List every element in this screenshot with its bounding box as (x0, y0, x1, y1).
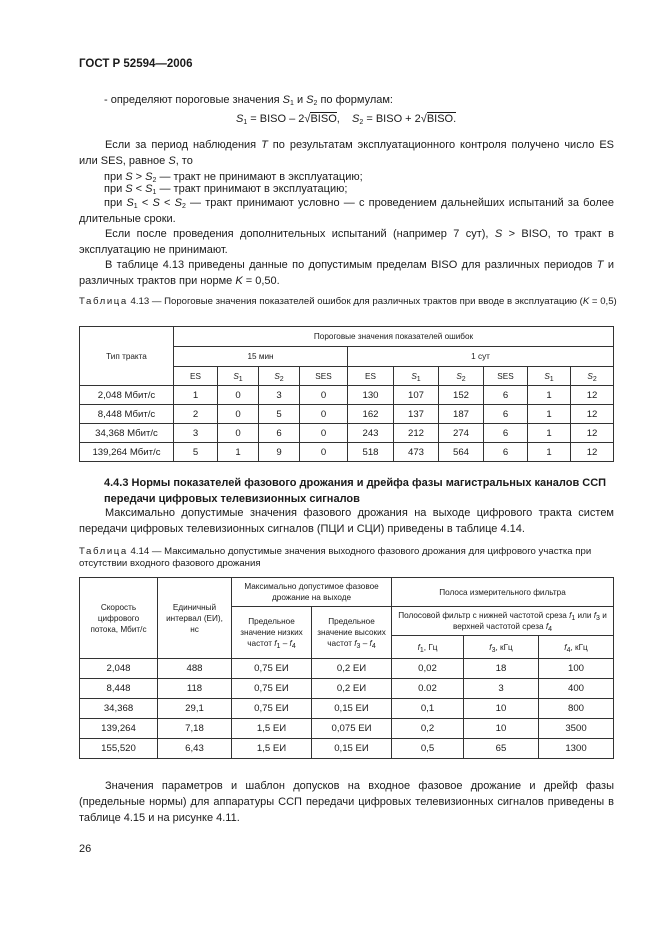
table-cell: 6 (484, 424, 528, 443)
header-low-freq: Предельное значение низких частот $f_1 - f_4$ (232, 607, 312, 659)
table-cell: 0.02 (392, 679, 464, 699)
table-cell: 12 (571, 443, 614, 462)
table-cell: 1,5 ЕИ (232, 719, 312, 739)
table-cell: 2,048 (80, 659, 158, 679)
header-filter-desc: Полосовой фильтр с нижней частотой среза $f_1$ или $f_3$ и верхней частотой среза $f_4$ (392, 607, 614, 636)
paragraph-thresholds: - определяют пороговые значения $S_1$ и $S_2$ по формулам: (104, 94, 393, 107)
table-cell: 1 (528, 443, 571, 462)
header-1day: 1 сут (348, 347, 614, 367)
page-number: 26 (79, 843, 92, 855)
header-speed: Скорость цифрового потока, Мбит/с (80, 578, 158, 659)
subheader: $S_2$ (259, 367, 300, 386)
table-cell: 473 (394, 443, 439, 462)
table-cell: 34,368 Мбит/с (80, 424, 174, 443)
header-f1: $f_1$, Гц (392, 636, 464, 659)
table-cell: 0,75 ЕИ (232, 679, 312, 699)
table-4-14 (79, 577, 614, 759)
table-cell: 5 (259, 405, 300, 424)
table-cell: 0,15 ЕИ (312, 739, 392, 759)
table-cell: 488 (158, 659, 232, 679)
header-high-freq: Предельное значение высоких частот $f_3 - f_4$ (312, 607, 392, 659)
table-cell: 243 (348, 424, 394, 443)
table-cell: 6,43 (158, 739, 232, 759)
table-cell: 137 (394, 405, 439, 424)
header-15min: 15 мин (174, 347, 348, 367)
table-cell: 0,075 ЕИ (312, 719, 392, 739)
table-cell: 107 (394, 386, 439, 405)
table-cell: 162 (348, 405, 394, 424)
header-thresholds: Пороговые значения показателей ошибок (174, 327, 614, 347)
paragraph-max-jitter: Максимально допустимые значения фазового дрожания на выходе цифрового тракта систем передачи цифровых телевизионных сигналов (ПЦИ и СЦИ) приведены в таблице 4.14. (79, 507, 614, 535)
table-cell: 0,2 (392, 719, 464, 739)
table-cell: 0,1 (392, 699, 464, 719)
table-cell: 118 (158, 679, 232, 699)
table-cell: 2,048 Мбит/с (80, 386, 174, 405)
table-cell: 400 (539, 679, 614, 699)
subheader: ES (348, 367, 394, 386)
table-row (80, 699, 614, 719)
table-cell: 0,5 (392, 739, 464, 759)
table-cell: 12 (571, 405, 614, 424)
table-cell: 3500 (539, 719, 614, 739)
table-cell: 10 (464, 699, 539, 719)
table-cell: 0 (300, 386, 348, 405)
table-cell: 6 (484, 386, 528, 405)
paragraph-table413: В таблице 4.13 приведены данные по допустимым пределам BISO для различных периодов T и различных трактов при норме K = 0,50. (79, 259, 615, 287)
paragraph-if: Если за период наблюдения T по результатам эксплуатационного контроля получено число ES или SES, равное S, то (79, 139, 614, 167)
table-row (80, 424, 614, 443)
subheader: $S_1$ (394, 367, 439, 386)
table-cell: 1300 (539, 739, 614, 759)
table-cell: 7,18 (158, 719, 232, 739)
table-cell: 65 (464, 739, 539, 759)
table-cell: 12 (571, 386, 614, 405)
table-cell: 212 (394, 424, 439, 443)
table-cell: 100 (539, 659, 614, 679)
formula: $S_1$ = BISO – 2√BISO, $S_2$ = BISO + 2√BISO. (236, 113, 457, 126)
table-row (80, 405, 614, 424)
table-cell: 0 (300, 443, 348, 462)
subheader: ES (174, 367, 218, 386)
rule-3: при $S_1 < S < S_2$ — тракт принимают условно — с проведением дальнейших испытаний за более длительные сроки. (79, 197, 614, 225)
table-row (80, 443, 614, 462)
table-cell: 1 (528, 424, 571, 443)
table-cell: 518 (348, 443, 394, 462)
table-cell: 0,15 ЕИ (312, 699, 392, 719)
table-cell: 130 (348, 386, 394, 405)
table-cell: 0 (218, 424, 259, 443)
header-jitter: Максимально допустимое фазовое дрожание на выходе (232, 578, 392, 607)
table-cell: 0 (218, 386, 259, 405)
table-cell: 3 (174, 424, 218, 443)
table-cell: 139,264 (80, 719, 158, 739)
document-header: ГОСТ Р 52594—2006 (79, 58, 193, 70)
table-cell: 12 (571, 424, 614, 443)
subheader: $S_2$ (439, 367, 484, 386)
table-cell: 139,264 Мбит/с (80, 443, 174, 462)
header-filter-band: Полоса измерительного фильтра (392, 578, 614, 607)
table-cell: 187 (439, 405, 484, 424)
table-row (80, 659, 614, 679)
table-cell: 8,448 (80, 679, 158, 699)
table-cell: 18 (464, 659, 539, 679)
subheader: SES (300, 367, 348, 386)
section-heading: 4.4.3 Нормы показателей фазового дрожания и дрейфа фазы магистральных каналов ССП передачи цифровых телевизионных сигналов (104, 477, 607, 505)
table-row (80, 386, 614, 405)
table-cell: 2 (174, 405, 218, 424)
table-cell: 6 (484, 443, 528, 462)
table-cell: 0,2 ЕИ (312, 659, 392, 679)
table2-caption: Таблица 4.14 — Максимально допустимые значения выходного фазового дрожания для цифрового участка при отсутствии входного фазового дрожания (79, 546, 592, 569)
table-4-13 (79, 326, 614, 462)
subheader: SES (484, 367, 528, 386)
table-cell: 10 (464, 719, 539, 739)
subheader: $S_2$ (571, 367, 614, 386)
table-cell: 0 (300, 405, 348, 424)
table-cell: 155,520 (80, 739, 158, 759)
table-row (80, 719, 614, 739)
header-f4: $f_4$, кГц (539, 636, 614, 659)
table-cell: 34,368 (80, 699, 158, 719)
table-cell: 1 (174, 386, 218, 405)
table-cell: 8,448 Мбит/с (80, 405, 174, 424)
table-cell: 0,2 ЕИ (312, 679, 392, 699)
table-cell: 5 (174, 443, 218, 462)
table-row (80, 679, 614, 699)
table-cell: 1,5 ЕИ (232, 739, 312, 759)
table-cell: 800 (539, 699, 614, 719)
table-cell: 6 (484, 405, 528, 424)
table-cell: 1 (218, 443, 259, 462)
header-f3: $f_3$, кГц (464, 636, 539, 659)
table-cell: 564 (439, 443, 484, 462)
table-cell: 1 (528, 405, 571, 424)
table-cell: 3 (259, 386, 300, 405)
table-cell: 6 (259, 424, 300, 443)
table-cell: 3 (464, 679, 539, 699)
table-cell: 0,75 ЕИ (232, 659, 312, 679)
paragraph-final: Значения параметров и шаблон допусков на входное фазовое дрожание и дрейф фазы (предельные нормы) для аппаратуры ССП передачи цифровых телевизионных сигналов приведены в таблице 4.15 и на рисунке 4.11. (79, 780, 614, 824)
table-row (80, 739, 614, 759)
subheader: $S_1$ (528, 367, 571, 386)
header-path-type: Тип тракта (80, 327, 174, 386)
table-cell: 1 (528, 386, 571, 405)
table-cell: 0,02 (392, 659, 464, 679)
table-cell: 274 (439, 424, 484, 443)
subheader: $S_1$ (218, 367, 259, 386)
header-unit-interval: Единичный интервал (ЕИ), нс (158, 578, 232, 659)
table1-caption: Таблица 4.13 — Пороговые значения показателей ошибок для различных трактов при вводе в эксплуатацию (K = 0,5) (79, 296, 617, 307)
table-cell: 0,75 ЕИ (232, 699, 312, 719)
table-cell: 9 (259, 443, 300, 462)
table-cell: 0 (218, 405, 259, 424)
table-cell: 152 (439, 386, 484, 405)
table-cell: 0 (300, 424, 348, 443)
table-cell: 29,1 (158, 699, 232, 719)
paragraph-after: Если после проведения дополнительных испытаний (например 7 сут), S > BISO, то тракт в эксплуатацию не принимают. (79, 228, 614, 256)
rule-1: при $S > S_2$ — тракт не принимают в эксплуатацию; (104, 171, 363, 184)
rule-2: при $S < S_1$ — тракт принимают в эксплуатацию; (104, 183, 348, 196)
